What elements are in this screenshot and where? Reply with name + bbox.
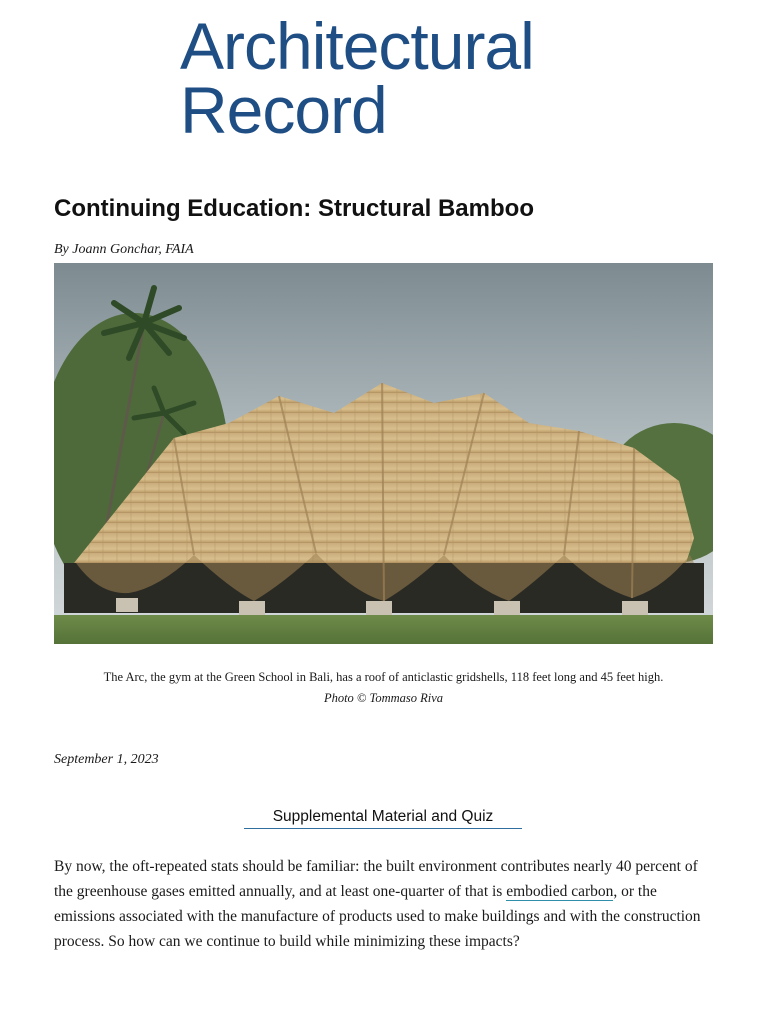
caption-text: The Arc, the gym at the Green School in Bali, has a roof of anticlastic gridshells, 118 feet long and 45 feet high.: [103, 670, 664, 684]
masthead-line-1: Architectural: [180, 9, 534, 83]
article-body-paragraph: [54, 854, 714, 954]
body-text-part-1: By now, the oft-repeated stats should be familiar: the built environment contributes nearly 40 percent of the greenhouse gases emitted annually, and at least one-quarter of that is: [54, 858, 698, 900]
masthead-logo[interactable]: [180, 9, 534, 147]
image-caption: [54, 667, 713, 709]
masthead-line-2: Record: [180, 73, 387, 147]
supplemental-material-link[interactable]: Supplemental Material and Quiz: [244, 808, 522, 829]
photo-credit: Photo © Tommaso Riva: [323, 691, 444, 705]
article-title: Continuing Education: Structural Bamboo: [54, 195, 534, 222]
body-text-part-2: , or the emissions associated with the manufacture of products used to make buildings and with the construction process. So how can we continue to build while minimizing these impacts?: [54, 883, 701, 950]
embodied-carbon-link[interactable]: embodied carbon: [506, 883, 614, 900]
byline: By Joann Gonchar, FAIA: [54, 242, 194, 257]
publish-date: September 1, 2023: [54, 752, 159, 767]
hero-image: [54, 263, 713, 644]
